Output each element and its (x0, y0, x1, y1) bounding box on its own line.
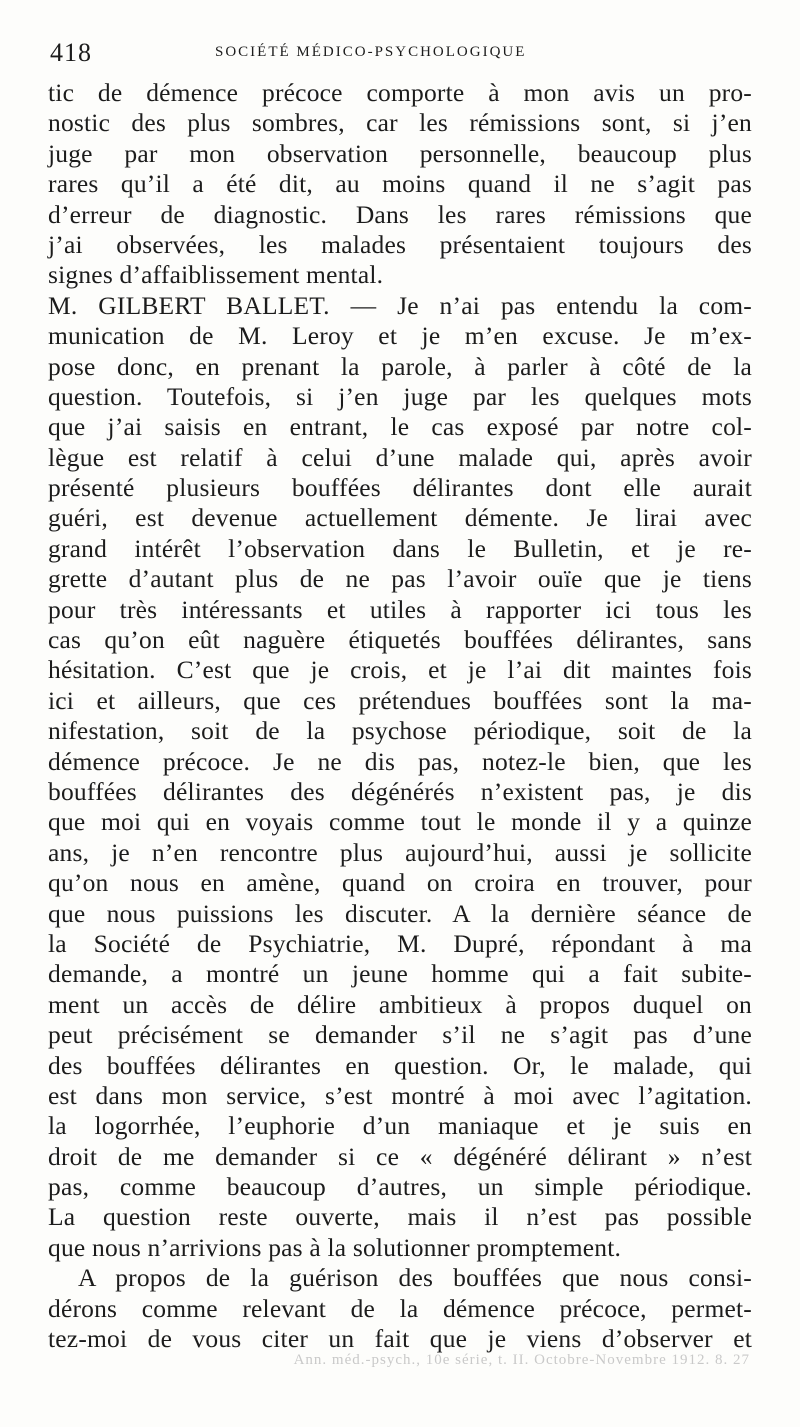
page-header (50, 38, 750, 70)
text-line: lègue est relatif à celui d’une malade qui, après avoir (48, 442, 752, 472)
text-line: bouffées délirantes des dégénérés n’existent pas, je dis (48, 776, 752, 806)
text-line: signes d’affaiblissement mental. (48, 260, 384, 290)
text-line: que nous n’arrivions pas à la solutionner promptement. (48, 1232, 622, 1262)
text-line: rares qu’il a été dit, au moins quand il ne s’agit pas (48, 169, 752, 199)
text-line: La question reste ouverte, mais il n’est pas possible (48, 1202, 752, 1232)
text-line: ans, je n’en rencontre plus aujourd’hui, aussi je sollicite (48, 837, 752, 867)
text-line-speaker: M. GILBERT BALLET. — Je n’ai pas entendu la com- (48, 290, 752, 320)
text-line: est dans mon service, s’est montré à moi avec l’agitation. (48, 1080, 752, 1110)
text-line: que nous puissions les discuter. A la dernière séance de (48, 898, 752, 928)
text-line: pose donc, en prenant la parole, à parler à côté de la (48, 351, 752, 381)
text-line: tic de démence précoce comporte à mon avis un pro- (48, 78, 752, 107)
text-line: la logorrhée, l’euphorie d’un maniaque et je suis en (48, 1111, 752, 1141)
footer-bleed-through: Ann. méd.-psych., 10e série, t. II. Octobre-Novembre 1912. 8. 27 (293, 1352, 750, 1368)
text-line: pour très intéressants et utiles à rapporter ici tous les (48, 594, 752, 624)
text-line: tez-moi de vous citer un fait que je viens d’observer et (48, 1324, 752, 1354)
text-line: ici et ailleurs, que ces prétendues bouffées sont la ma- (48, 685, 752, 715)
running-head: SOCIÉTÉ MÉDICO-PSYCHOLOGIQUE (215, 44, 527, 60)
text-line: j’ai observées, les malades présentaient toujours des (48, 229, 752, 259)
text-line: hésitation. C’est que je crois, et je l’ai dit maintes fois (48, 655, 752, 685)
text-line: cas qu’on eût naguère étiquetés bouffées délirantes, sans (48, 625, 752, 655)
text-line: munication de M. Leroy et je m’en excuse. Je m’ex- (48, 321, 752, 351)
text-line: nifestation, soit de la psychose périodique, soit de la (48, 716, 752, 746)
text-line: pas, comme beaucoup d’autres, un simple périodique. (48, 1172, 752, 1202)
text-line: démence précoce. Je ne dis pas, notez-le bien, que les (48, 746, 752, 776)
body-text (48, 78, 752, 1354)
text-line: guéri, est devenue actuellement démente. Je lirai avec (48, 503, 752, 533)
text-line: dérons comme relevant de la démence précoce, permet- (48, 1293, 752, 1323)
text-line: la Société de Psychiatrie, M. Dupré, répondant à ma (48, 928, 752, 958)
text-line: présenté plusieurs bouffées délirantes dont elle aurait (48, 473, 752, 503)
text-line: ment un accès de délire ambitieux à propos duquel on (48, 989, 752, 1019)
text-line: grette d’autant plus de ne pas l’avoir ouïe que je tiens (48, 564, 752, 594)
text-line: d’erreur de diagnostic. Dans les rares rémissions que (48, 199, 752, 229)
text-line: peut précisément se demander s’il ne s’agit pas d’une (48, 1020, 752, 1050)
text-line: droit de me demander si ce « dégénéré délirant » n’est (48, 1141, 752, 1171)
text-line: des bouffées délirantes en question. Or, le malade, qui (48, 1050, 752, 1080)
text-line: que j’ai saisis en entrant, le cas exposé par notre col- (48, 412, 752, 442)
text-line-indented: A propos de la guérison des bouffées que nous consi- (78, 1263, 752, 1293)
text-line: grand intérêt l’observation dans le Bulletin, et je re- (48, 533, 752, 563)
text-line: nostic des plus sombres, car les rémissions sont, si j’en (48, 108, 752, 138)
text-line: juge par mon observation personnelle, beaucoup plus (48, 138, 752, 168)
text-line: question. Toutefois, si j’en juge par les quelques mots (48, 381, 752, 411)
text-line: que moi qui en voyais comme tout le monde il y a quinze (48, 807, 752, 837)
text-line: demande, a montré un jeune homme qui a fait subite- (48, 959, 752, 989)
page-number: 418 (50, 38, 92, 67)
text-line: qu’on nous en amène, quand on croira en trouver, pour (48, 868, 752, 898)
